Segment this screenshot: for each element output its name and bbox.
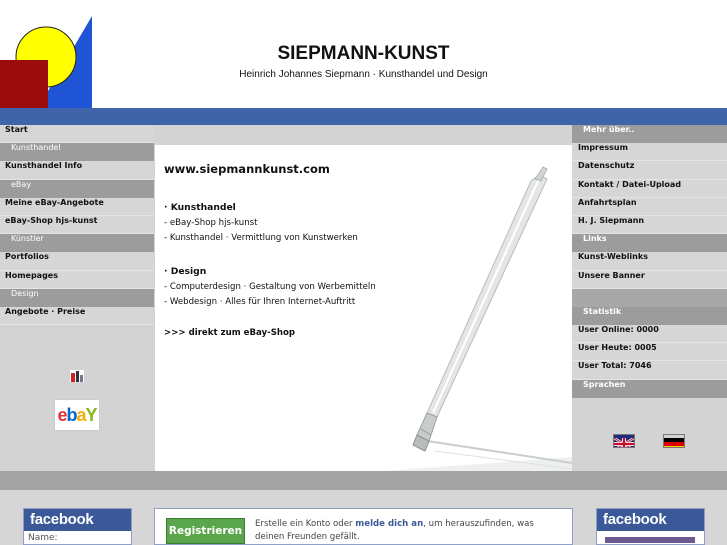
german-flag-icon[interactable] [663,434,685,448]
nav-item-datenschutz[interactable]: Datenschutz [572,161,727,179]
nav-item-kontakt-datei-upload[interactable]: Kontakt / Datei-Upload [572,180,727,198]
nav-item-ebay-shop-hjs-kunst[interactable]: eBay-Shop hjs-kunst [0,216,154,234]
nav-item-meine-ebay-angebote[interactable]: Meine eBay-Angebote [0,198,154,216]
nav-item-start[interactable]: Start [0,125,154,143]
right-navigation [572,125,727,398]
nav-item-kunst-weblinks[interactable]: Kunst-Weblinks [572,252,727,270]
nav-item-unsere-banner[interactable]: Unsere Banner [572,271,727,289]
english-flag-icon[interactable] [613,434,635,448]
nav-item-anfahrtsplan[interactable]: Anfahrtsplan [572,198,727,216]
kunsthandel-item-vermittlung[interactable]: - Kunsthandel · Vermittlung von Kunstwerken [164,233,358,243]
main-content [155,145,572,471]
nav-section-statistik: Statistik [572,307,727,325]
login-link[interactable]: melde dich an [355,519,424,529]
nav-section-kuenstler: Künstler [0,234,154,252]
nav-item-portfolios[interactable]: Portfolios [0,252,154,270]
facebook-widget-right[interactable] [596,508,705,545]
nav-section-design: Design [0,289,154,307]
facebook-register-box [154,508,573,545]
facebook-friend-photos [605,537,695,543]
nav-item-user-heute-0005[interactable]: User Heute: 0005 [572,343,727,361]
site-subtitle: Heinrich Johannes Siepmann · Kunsthandel und Design [239,69,488,80]
nav-item-h-j-siepmann[interactable]: H. J. Siepmann [572,216,727,234]
nav-section-sprachen: Sprachen [572,380,727,398]
nav-item-user-total-7046[interactable]: User Total: 7046 [572,361,727,379]
kunsthandel-item-ebay-shop[interactable]: - eBay-Shop hjs-kunst [164,218,258,228]
facebook-logo: facebook [24,509,131,531]
nav-section-kunsthandel: Kunsthandel [0,143,154,161]
site-title: SIEPMANN-KUNST [277,43,450,64]
paintbrush-illustration [155,145,572,471]
nav-item-angebote-preise[interactable]: Angebote · Preise [0,307,154,325]
nav-section-mehr-ueber: Mehr über.. [572,125,727,143]
facebook-widget-left[interactable] [23,508,132,545]
ebay-logo[interactable]: ebaY [54,399,100,431]
facebook-name-label: Name: [28,533,58,543]
nav-spacer [572,289,727,307]
ebay-shop-link[interactable]: >>> direkt zum eBay-Shop [164,328,296,338]
nav-item-homepages[interactable]: Homepages [0,271,154,289]
nav-item-user-online-0000[interactable]: User Online: 0000 [572,325,727,343]
facebook-logo: facebook [597,509,704,531]
counter-icon [70,367,84,379]
register-text: Erstelle ein Konto oder melde dich an, um herauszufinden, was deinen Freunden gefällt. [255,519,534,542]
nav-item-kunsthandel-info[interactable]: Kunsthandel Info [0,161,154,179]
design-item-computerdesign[interactable]: - Computerdesign · Gestaltung von Werbemitteln [164,282,376,292]
nav-item-impressum[interactable]: Impressum [572,143,727,161]
header-bar [0,108,727,125]
left-navigation [0,125,154,325]
nav-section-ebay: eBay [0,180,154,198]
footer-band [0,471,727,490]
site-url: www.siepmannkunst.com [164,162,330,176]
kunsthandel-heading: · Kunsthandel [164,202,236,213]
register-button[interactable]: Registrieren [166,518,245,544]
design-heading: · Design [164,266,207,277]
nav-section-links: Links [572,234,727,252]
design-item-webdesign[interactable]: - Webdesign · Alles für Ihren Internet-Auftritt [164,297,356,307]
